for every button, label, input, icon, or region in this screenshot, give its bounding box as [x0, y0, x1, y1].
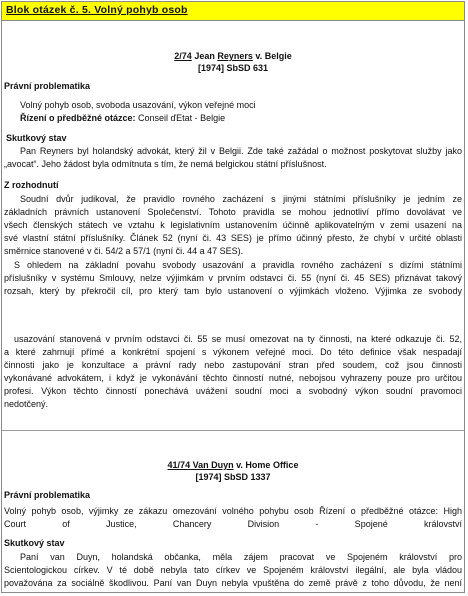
case1-reasoning-line: nedotčený. [4, 399, 49, 409]
case1-legal-issue-text: Volný pohyb osob, svoboda usazování, výkon veřejné moci [20, 100, 256, 110]
case1-facts-line: „avocat“. Jeho žádost byla odmítnuta s tím, že nemá belgickou státní příslušnost. [4, 159, 327, 169]
case1-name-part1: Jean [191, 51, 218, 61]
case1-citation: [1974] SbSD 631 [197, 63, 269, 73]
case2-title [2, 459, 464, 471]
case2-name: Van Duyn [190, 460, 234, 470]
case1-title [2, 50, 464, 62]
section-divider [2, 430, 464, 431]
case1-reasoning-line: směrnice stanovené v či. 54/2 a 57/1 (nyní či. 44 a 47 SES). [4, 246, 244, 256]
case2-number: 41/74 [167, 460, 191, 470]
case1-reasoning-line: vykonávané advokátem, i když je vykonávání těchto činností nutné, nebojsou vyhrazeny pouze pro určitou [4, 373, 462, 383]
case1-name-underlined: Reyners [217, 51, 253, 61]
case2-legal-issue-heading: Právní problematika [4, 490, 91, 500]
case1-facts-line: Pan Reyners byl holandský advokát, který žil v Belgii. Zde také zažádal o možnost poskytovat služby jako [20, 146, 462, 156]
case1-reasoning-line: základních právních ustanovení Společenství. Tohoto pravidla se mohou jednotliví přímo dovolávat ve [4, 207, 462, 217]
case1-reasoning-line: profesi. Výkon těchto činností ponechává uvážení soudní moci a svobodný výkon soudní pravomoci [4, 386, 462, 396]
case1-preliminary [20, 112, 225, 124]
case1-reasoning-line: Soudní dvůr judikoval, že pravidlo rovného zacházení s jinými státními příslušníky je jedním ze [20, 194, 462, 204]
case1-reasoning-line: S ohledem na základní povahu svobody usazování a pravidla rovného zacházení s dizími státními [14, 260, 462, 270]
case1-reasoning-heading: Z rozhodnutí [4, 180, 59, 190]
case1-reasoning-line: příslušníky v systému Smlouvy, nelze výjimkám v prvním odstavci či. 55 (nyní či. 45 SES) přiznávat takový [4, 273, 462, 283]
block-title: Blok otázek č. 5. Volný pohyb osob [6, 4, 188, 16]
case1-number: 2/74 [174, 51, 192, 61]
case1-reasoning-line: a které zahrnují přímé a konkrétní spojení s výkonem veřejné moci. Do této definice však nespadají [4, 347, 462, 357]
case2-facts-line: Scientologickou církev. V té době nebyla tato církev ve Spojeném království ilegální, ale byla vládou [4, 565, 462, 575]
case1-facts-heading: Skutkový stav [6, 133, 67, 143]
case2-legal-issue-line: Volný pohyb osob, výjimky ze zákazu omezování volného pohybu osob Řízení o předběžné otázce: High [4, 506, 462, 516]
case1-preliminary-label: Řízení o předběžné otázce: [20, 113, 136, 123]
case2-facts-heading: Skutkový stav [4, 538, 65, 548]
case2-facts-line: považována za sociálně škodlivou. Paní van Duyn nebyla vpuštěna do země právě z toho důvodu, že není [4, 578, 462, 588]
block-header [2, 2, 464, 21]
case1-legal-issue-heading: Právní problematika [4, 81, 91, 91]
case1-reasoning-line: usazování stanovená v prvním odstavci či. 55 se musí omezovat na ty činnosti, na které odkazuje či. 52, [14, 334, 462, 344]
case2-citation: [1974] SbSD 1337 [195, 472, 271, 482]
case2-facts-line: Paní van Duyn, holandská občanka, měla zájem pracovat ve Spojeném království pro [20, 552, 462, 562]
case1-reasoning-line: činnosti jako je konzultace a právní rady nebo zastupování stran před soudem, což jsou činnosti [4, 360, 462, 370]
case1-suffix: v. Belgie [252, 51, 292, 61]
case2-suffix: v. Home Office [233, 460, 299, 470]
case1-reasoning-line: všech členských státech ve vztahu k legislativním ustanovením účinně aplikovatelným v zemi usazení na [4, 220, 462, 230]
case1-reasoning-line: své vlastní státní příslušníky. Článek 52 (nyní či. 43 SES) je přímo účinný přesto, že chybí v určité oblasti [4, 233, 462, 243]
case2-legal-issue-line: Court of Justice, Chancery Division - Spojené království [4, 519, 462, 529]
case1-reasoning-line: rozsah, který by překročil cíl, pro který tam bylo ustanovení o výjimkách vloženo. Výjimka ze svobody [4, 286, 462, 296]
case1-preliminary-value: Conseil ďEtat - Belgie [135, 113, 226, 123]
